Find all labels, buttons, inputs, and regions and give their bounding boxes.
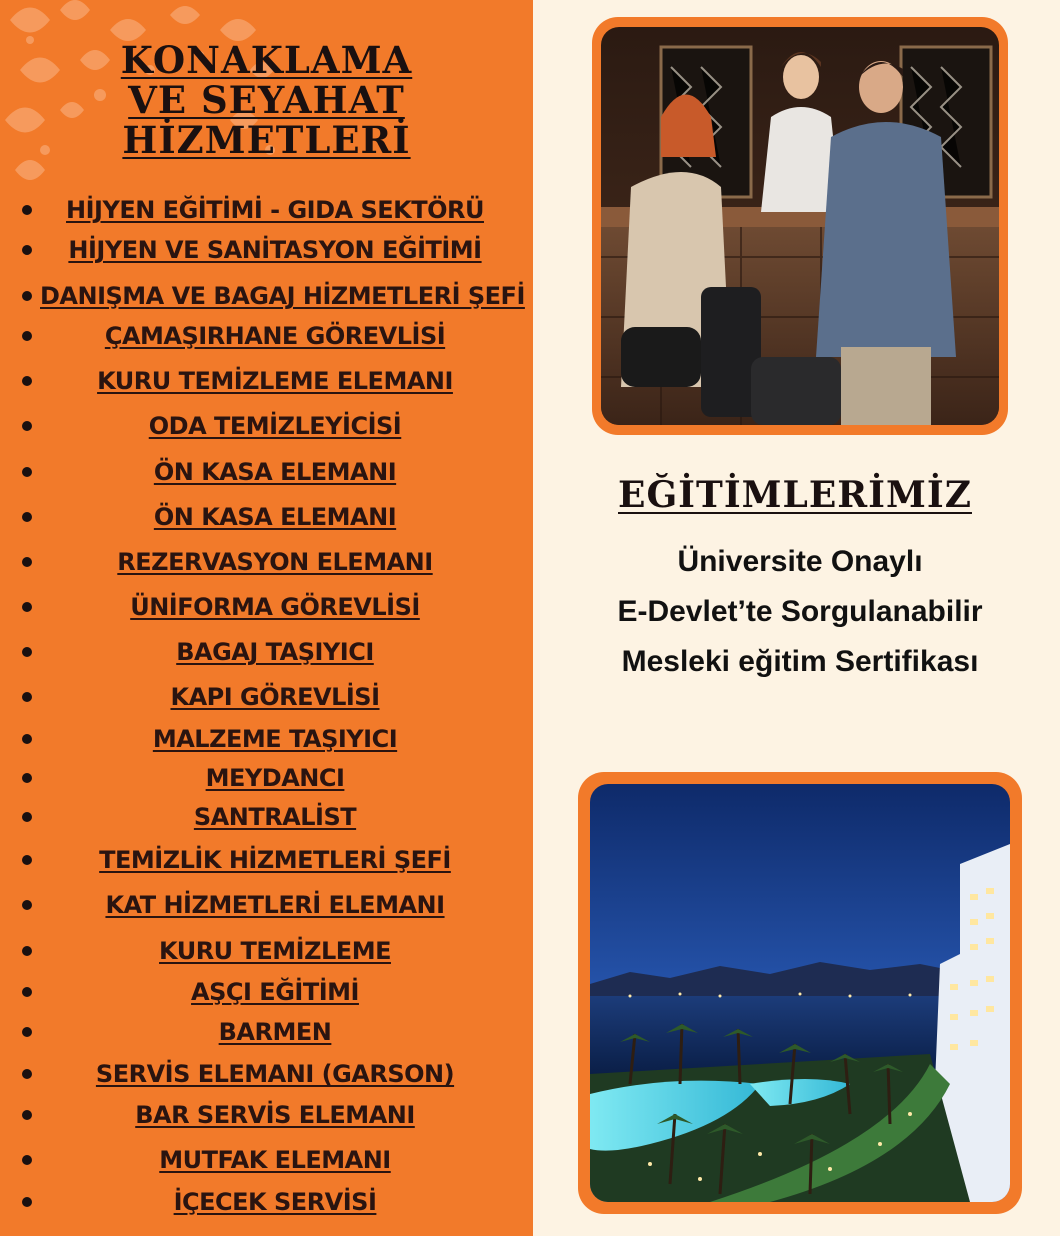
- reception-photo: [601, 27, 999, 425]
- list-item-label: BAGAJ TAŞIYICI: [176, 638, 374, 666]
- bullet-icon: [22, 245, 32, 255]
- info-line-edevlet: E-Devlet’te Sorgulanabilir: [617, 595, 983, 628]
- list-item-label: KURU TEMİZLEME ELEMANI: [97, 367, 453, 395]
- resort-photo-frame: [578, 772, 1022, 1214]
- trainings-heading: EĞİTİMLERİMİZ: [618, 474, 972, 516]
- list-item: [0, 934, 533, 972]
- bullet-icon: [22, 421, 32, 431]
- list-item: [0, 279, 533, 317]
- list-item: [0, 319, 533, 357]
- bullet-icon: [22, 376, 32, 386]
- list-item: [0, 455, 533, 493]
- list-item-label: MUTFAK ELEMANI: [159, 1146, 391, 1174]
- bullet-icon: [22, 602, 32, 612]
- bullet-icon: [22, 987, 32, 997]
- list-item: [0, 1098, 533, 1136]
- list-item-label: İÇECEK SERVİSİ: [173, 1188, 377, 1216]
- hotel-reception-illustration: [601, 27, 999, 425]
- list-item: [0, 233, 533, 271]
- bullet-icon: [22, 812, 32, 822]
- list-item: [0, 888, 533, 926]
- title-line-3: HİZMETLERİ: [122, 118, 411, 162]
- bullet-icon: [22, 1197, 32, 1207]
- list-item: [0, 1015, 533, 1053]
- bullet-icon: [22, 331, 32, 341]
- list-item-label: ÖN KASA ELEMANI: [153, 458, 397, 486]
- bullet-icon: [22, 291, 32, 301]
- bullet-icon: [22, 946, 32, 956]
- bullet-icon: [22, 557, 32, 567]
- bullet-icon: [22, 773, 32, 783]
- info-line-university: Üniversite Onaylı: [677, 545, 923, 578]
- reception-photo-frame: [592, 17, 1008, 435]
- bullet-icon: [22, 900, 32, 910]
- list-item: [0, 590, 533, 628]
- bullet-icon: [22, 692, 32, 702]
- list-item: [0, 975, 533, 1013]
- list-item-label: ÇAMAŞIRHANE GÖREVLİSİ: [104, 322, 446, 350]
- bullet-icon: [22, 205, 32, 215]
- bullet-icon: [22, 1069, 32, 1079]
- list-item-label: KURU TEMİZLEME: [159, 937, 391, 965]
- list-item: [0, 1057, 533, 1095]
- list-item: [0, 1143, 533, 1181]
- list-item: [0, 545, 533, 583]
- list-item: [0, 364, 533, 402]
- list-item-label: DANIŞMA VE BAGAJ HİZMETLERİ ŞEFİ: [40, 282, 525, 310]
- title-line-1: KONAKLAMA: [120, 38, 413, 82]
- list-item: [0, 680, 533, 718]
- bullet-icon: [22, 855, 32, 865]
- title-line-2: VE SEYAHAT: [128, 78, 405, 122]
- list-item: [0, 500, 533, 538]
- list-item-label: MALZEME TAŞIYICI: [152, 725, 398, 753]
- bullet-icon: [22, 512, 32, 522]
- resort-photo: [590, 784, 1010, 1202]
- info-line-certificate: Mesleki eğitim Sertifikası: [621, 645, 979, 678]
- list-item-label: ÜNİFORMA GÖREVLİSİ: [130, 593, 420, 621]
- list-item-label: KAT HİZMETLERİ ELEMANI: [105, 891, 445, 919]
- list-item: [0, 1185, 533, 1223]
- list-item-label: ÖN KASA ELEMANI: [153, 503, 397, 531]
- bullet-icon: [22, 1110, 32, 1120]
- list-item-label: SERVİS ELEMANI (GARSON): [95, 1060, 455, 1088]
- bullet-icon: [22, 1027, 32, 1037]
- list-item: [0, 193, 533, 231]
- list-item-label: BARMEN: [218, 1018, 332, 1046]
- list-item-label: AŞÇI EĞİTİMİ: [191, 978, 359, 1006]
- list-item-label: REZERVASYON ELEMANI: [117, 548, 433, 576]
- list-item-label: KAPI GÖREVLİSİ: [170, 683, 380, 711]
- list-item-label: MEYDANCI: [205, 764, 345, 792]
- list-item-label: HİJYEN VE SANİTASYON EĞİTİMİ: [68, 236, 482, 264]
- list-item: [0, 843, 533, 881]
- bullet-icon: [22, 1155, 32, 1165]
- list-item-label: SANTRALİST: [193, 803, 357, 831]
- list-item: [0, 409, 533, 447]
- list-item: [0, 761, 533, 799]
- list-item-label: ODA TEMİZLEYİCİSİ: [148, 412, 402, 440]
- list-item: [0, 635, 533, 673]
- list-item: [0, 800, 533, 838]
- list-item-label: HİJYEN EĞİTİMİ - GIDA SEKTÖRÜ: [66, 196, 484, 224]
- bullet-icon: [22, 467, 32, 477]
- list-item-label: TEMİZLİK HİZMETLERİ ŞEFİ: [99, 846, 451, 874]
- bullet-icon: [22, 734, 32, 744]
- list-item: [0, 722, 533, 760]
- list-item-label: BAR SERVİS ELEMANI: [135, 1101, 415, 1129]
- bullet-icon: [22, 647, 32, 657]
- resort-night-illustration: [590, 784, 1010, 1202]
